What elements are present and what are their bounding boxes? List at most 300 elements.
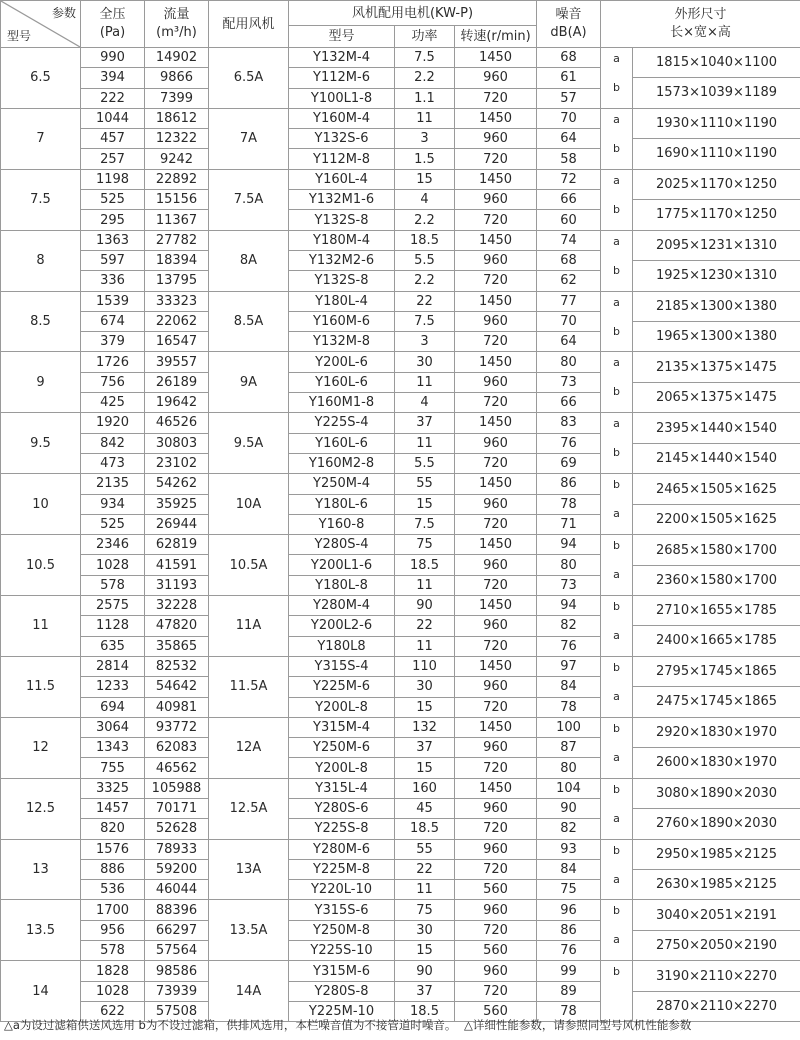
size-tag-cell: [601, 413, 633, 474]
noise-cell: 80: [537, 352, 601, 372]
noise-cell: 68: [537, 250, 601, 270]
power-cell: 4: [395, 393, 455, 413]
size-cell: [633, 596, 800, 657]
size-dim-1: 2920×1830×1970: [633, 718, 800, 748]
noise-cell: 76: [537, 433, 601, 453]
pressure-cell: 1233: [81, 677, 145, 697]
fan-cell: 13.5A: [209, 900, 289, 961]
power-cell: 30: [395, 920, 455, 940]
noise-cell: 58: [537, 149, 601, 169]
speed-cell: 720: [455, 271, 537, 291]
table-row: [1, 474, 800, 494]
power-cell: 11: [395, 433, 455, 453]
speed-cell: 720: [455, 453, 537, 473]
size-tag-a: b: [613, 782, 620, 796]
size-tag-cell: [601, 474, 633, 535]
speed-cell: 1450: [455, 48, 537, 68]
size-dim-1: 3080×1890×2030: [633, 779, 800, 809]
noise-cell: 66: [537, 393, 601, 413]
size-dim-1: 3190×2110×2270: [633, 962, 800, 992]
table-row: [1, 352, 800, 372]
motor-model-cell: Y200L1-6: [289, 555, 395, 575]
fan-cell: 10A: [209, 474, 289, 535]
size-dim-2: 2475×1745×1865: [656, 694, 778, 710]
size-tag-a: b: [613, 904, 620, 918]
speed-cell: 960: [455, 372, 537, 392]
noise-cell: 74: [537, 230, 601, 250]
speed-cell: 960: [455, 311, 537, 331]
power-cell: 90: [395, 961, 455, 981]
header-row-1: [1, 1, 800, 26]
motor-model-cell: Y200L-6: [289, 352, 395, 372]
pressure-cell: 525: [81, 190, 145, 210]
power-cell: 37: [395, 738, 455, 758]
model-cell: 13.5: [1, 900, 81, 961]
size-cell: [633, 778, 800, 839]
size-cell: [633, 474, 800, 535]
table-row: [1, 413, 800, 433]
table-row: [1, 839, 800, 859]
pressure-cell: 990: [81, 48, 145, 68]
flow-cell: 33323: [145, 291, 209, 311]
flow-cell: 70171: [145, 798, 209, 818]
motor-model-cell: Y100L1-8: [289, 88, 395, 108]
flow-cell: 30803: [145, 433, 209, 453]
noise-cell: 76: [537, 941, 601, 961]
power-cell: 7.5: [395, 311, 455, 331]
speed-cell: 960: [455, 961, 537, 981]
size-label: 外形尺寸: [674, 7, 727, 23]
power-cell: 11: [395, 108, 455, 128]
motor-model-cell: Y225M-6: [289, 677, 395, 697]
size-tag-a: b: [613, 721, 620, 735]
motor-model-cell: Y180L-8: [289, 575, 395, 595]
size-cell: [633, 108, 800, 169]
power-cell: 15: [395, 494, 455, 514]
motor-model-cell: Y280S-4: [289, 535, 395, 555]
motor-model-cell: Y160M-6: [289, 311, 395, 331]
table-row: [1, 656, 800, 676]
speed-cell: 560: [455, 880, 537, 900]
size-tag-b: a: [613, 933, 620, 947]
power-cell: 2.2: [395, 68, 455, 88]
motor-model-cell: Y132S-6: [289, 129, 395, 149]
motor-model-cell: Y315S-4: [289, 656, 395, 676]
motor-model-cell: Y180M-4: [289, 230, 395, 250]
power-cell: 55: [395, 474, 455, 494]
size-dim-1: 2465×1505×1625: [633, 475, 800, 505]
table-row: [1, 778, 800, 798]
pressure-cell: 222: [81, 88, 145, 108]
noise-cell: 80: [537, 758, 601, 778]
speed-cell: 720: [455, 819, 537, 839]
size-dim-2: 2870×2110×2270: [656, 998, 778, 1014]
noise-cell: 73: [537, 372, 601, 392]
noise-cell: 72: [537, 169, 601, 189]
flow-cell: 27782: [145, 230, 209, 250]
size-tag-b: [601, 991, 632, 1020]
table-row: [1, 48, 800, 68]
flow-cell: 41591: [145, 555, 209, 575]
pressure-cell: 3325: [81, 778, 145, 798]
pressure-cell: 457: [81, 129, 145, 149]
noise-cell: 80: [537, 555, 601, 575]
size-dim-1: 3040×2051×2191: [633, 901, 800, 931]
motor-model-cell: Y225S-8: [289, 819, 395, 839]
speed-cell: 1450: [455, 169, 537, 189]
model-cell: 11: [1, 596, 81, 657]
noise-cell: 76: [537, 636, 601, 656]
size-tag-b: b: [613, 324, 620, 338]
power-cell: 18.5: [395, 819, 455, 839]
pressure-cell: 1028: [81, 555, 145, 575]
motor-model-cell: Y160M-4: [289, 108, 395, 128]
size-tag-a: a: [613, 417, 620, 431]
speed-cell: 560: [455, 941, 537, 961]
model-cell: 8: [1, 230, 81, 291]
motor-model-cell: Y132M1-6: [289, 190, 395, 210]
speed-cell: 960: [455, 129, 537, 149]
model-cell: 10: [1, 474, 81, 535]
noise-cell: 87: [537, 738, 601, 758]
model-cell: 11.5: [1, 656, 81, 717]
param-label: 参数: [51, 6, 76, 20]
speed-header: 转速(r/min): [455, 26, 537, 48]
speed-cell: 960: [455, 433, 537, 453]
power-cell: 22: [395, 616, 455, 636]
speed-cell: 720: [455, 859, 537, 879]
motor-model-cell: Y250M-4: [289, 474, 395, 494]
pressure-cell: 694: [81, 697, 145, 717]
size-dim-1: 1815×1040×1100: [633, 48, 800, 78]
flow-cell: 16547: [145, 332, 209, 352]
motor-model-cell: Y160L-6: [289, 372, 395, 392]
motor-model-cell: Y160M2-8: [289, 453, 395, 473]
power-cell: 132: [395, 717, 455, 737]
size-cell: [633, 900, 800, 961]
speed-cell: 960: [455, 494, 537, 514]
pressure-cell: 622: [81, 1001, 145, 1021]
size-tag-cell: [601, 778, 633, 839]
motor-model-cell: Y160M1-8: [289, 393, 395, 413]
size-cell: [633, 169, 800, 230]
fan-cell: 11.5A: [209, 656, 289, 717]
flow-cell: 98586: [145, 961, 209, 981]
pressure-cell: 1128: [81, 616, 145, 636]
flow-cell: 66297: [145, 920, 209, 940]
power-cell: 75: [395, 535, 455, 555]
size-tag-a: b: [613, 539, 620, 553]
power-cell: 5.5: [395, 453, 455, 473]
size-dim-1: 1930×1110×1190: [633, 109, 800, 139]
size-cell: [633, 230, 800, 291]
power-cell: 22: [395, 291, 455, 311]
motor-model-cell: Y180L8: [289, 636, 395, 656]
motor-model-cell: Y315S-6: [289, 900, 395, 920]
motor-model-cell: Y225M-10: [289, 1001, 395, 1021]
speed-cell: 1450: [455, 535, 537, 555]
table-row: [1, 717, 800, 737]
speed-cell: 720: [455, 210, 537, 230]
power-cell: 15: [395, 169, 455, 189]
flow-cell: 26189: [145, 372, 209, 392]
size-tag-cell: [601, 169, 633, 230]
fan-cell: 12A: [209, 717, 289, 778]
pressure-cell: 1726: [81, 352, 145, 372]
motor-group-header: 风机配用电机(KW-P): [289, 1, 537, 26]
power-cell: 18.5: [395, 230, 455, 250]
pressure-cell: 2346: [81, 535, 145, 555]
pressure-cell: 1343: [81, 738, 145, 758]
size-tag-cell: [601, 839, 633, 900]
fan-cell: 14A: [209, 961, 289, 1022]
size-cell: [633, 48, 800, 109]
noise-cell: 82: [537, 819, 601, 839]
size-header: [601, 1, 800, 48]
pressure-cell: 1700: [81, 900, 145, 920]
pressure-cell: 756: [81, 372, 145, 392]
model-cell: 8.5: [1, 291, 81, 352]
footnote-left: △a为设过滤箱供送风选用 b为不设过滤箱，供排风选用，本栏噪音值为不接管道时噪音。: [4, 1018, 457, 1032]
flow-cell: 26944: [145, 514, 209, 534]
flow-cell: 82532: [145, 656, 209, 676]
pressure-cell: 755: [81, 758, 145, 778]
model-cell: 14: [1, 961, 81, 1022]
flow-cell: 62083: [145, 738, 209, 758]
pressure-cell: 1457: [81, 798, 145, 818]
pressure-cell: 536: [81, 880, 145, 900]
size-dim-1: 2185×1300×1380: [633, 292, 800, 322]
pressure-cell: 336: [81, 271, 145, 291]
size-tag-b: b: [613, 202, 620, 216]
table-row: [1, 169, 800, 189]
speed-cell: 960: [455, 190, 537, 210]
motor-model-cell: Y132M-4: [289, 48, 395, 68]
model-cell: 7.5: [1, 169, 81, 230]
size-tag-a: b: [613, 478, 620, 492]
motor-model-cell: Y315L-4: [289, 778, 395, 798]
pressure-cell: 1576: [81, 839, 145, 859]
motor-model-cell: Y200L-8: [289, 697, 395, 717]
motor-model-cell: Y225S-4: [289, 413, 395, 433]
motor-model-cell: Y280S-6: [289, 798, 395, 818]
noise-cell: 89: [537, 981, 601, 1001]
pressure-cell: 956: [81, 920, 145, 940]
size-sub-label: 长×宽×高: [670, 25, 731, 40]
power-cell: 7.5: [395, 48, 455, 68]
model-cell: 13: [1, 839, 81, 900]
table-row: [1, 900, 800, 920]
table-row: [1, 535, 800, 555]
speed-cell: 720: [455, 332, 537, 352]
pressure-cell: 2135: [81, 474, 145, 494]
size-tag-b: a: [613, 568, 620, 582]
size-cell: [633, 839, 800, 900]
noise-cell: 70: [537, 108, 601, 128]
flow-label: 流量: [163, 7, 190, 23]
noise-cell: 66: [537, 190, 601, 210]
size-tag-cell: [601, 900, 633, 961]
fan-cell: 10.5A: [209, 535, 289, 596]
speed-cell: 960: [455, 900, 537, 920]
flow-cell: 31193: [145, 575, 209, 595]
flow-cell: 9242: [145, 149, 209, 169]
noise-cell: 82: [537, 616, 601, 636]
pressure-cell: 295: [81, 210, 145, 230]
speed-cell: 960: [455, 738, 537, 758]
pressure-cell: 2575: [81, 596, 145, 616]
size-cell: [633, 291, 800, 352]
size-dim-2: 2630×1985×2125: [656, 877, 778, 893]
pressure-cell: 2814: [81, 656, 145, 676]
size-dim-1: 2710×1655×1785: [633, 596, 800, 626]
size-tag-a: b: [613, 599, 620, 613]
model-cell: 12: [1, 717, 81, 778]
size-tag-cell: [601, 596, 633, 657]
noise-label: 噪音: [555, 7, 582, 23]
size-tag-a: b: [613, 843, 620, 857]
noise-cell: 78: [537, 697, 601, 717]
size-tag-a: a: [613, 356, 620, 370]
power-cell: 2.2: [395, 271, 455, 291]
speed-cell: 1450: [455, 291, 537, 311]
flow-cell: 73939: [145, 981, 209, 1001]
power-cell: 110: [395, 656, 455, 676]
motor-model-header: 型号: [289, 26, 395, 48]
power-cell: 37: [395, 413, 455, 433]
pressure-cell: 578: [81, 575, 145, 595]
power-cell: 11: [395, 636, 455, 656]
pressure-cell: 886: [81, 859, 145, 879]
size-cell: [633, 656, 800, 717]
fan-cell: 7A: [209, 108, 289, 169]
flow-cell: 57564: [145, 941, 209, 961]
motor-model-cell: Y315M-6: [289, 961, 395, 981]
power-cell: 11: [395, 372, 455, 392]
size-tag-b: b: [613, 446, 620, 460]
fan-cell: 13A: [209, 839, 289, 900]
noise-cell: 99: [537, 961, 601, 981]
size-cell: [633, 961, 800, 1022]
pressure-label: 全压: [99, 7, 126, 23]
noise-cell: 86: [537, 920, 601, 940]
speed-cell: 960: [455, 677, 537, 697]
size-tag-cell: [601, 230, 633, 291]
pressure-cell: 394: [81, 68, 145, 88]
size-dim-1: 2395×1440×1540: [633, 414, 800, 444]
pressure-cell: 1539: [81, 291, 145, 311]
model-cell: 7: [1, 108, 81, 169]
size-tag-b: a: [613, 628, 620, 642]
flow-cell: 57508: [145, 1001, 209, 1021]
pressure-cell: 1028: [81, 981, 145, 1001]
flow-unit: (m³/h): [156, 25, 197, 40]
motor-model-cell: Y160L-4: [289, 169, 395, 189]
pressure-cell: 1044: [81, 108, 145, 128]
pressure-cell: 425: [81, 393, 145, 413]
flow-cell: 40981: [145, 697, 209, 717]
size-tag-b: a: [613, 507, 620, 521]
speed-cell: 960: [455, 616, 537, 636]
size-dim-1: 2025×1170×1250: [633, 170, 800, 200]
size-dim-2: 1690×1110×1190: [656, 146, 778, 162]
fan-cell: 8A: [209, 230, 289, 291]
speed-cell: 720: [455, 514, 537, 534]
motor-model-cell: Y280S-8: [289, 981, 395, 1001]
model-cell: 10.5: [1, 535, 81, 596]
size-dim-1: 2950×1985×2125: [633, 840, 800, 870]
noise-cell: 100: [537, 717, 601, 737]
pressure-cell: 1828: [81, 961, 145, 981]
speed-cell: 720: [455, 393, 537, 413]
size-dim-1: 2795×1745×1865: [633, 657, 800, 687]
motor-model-cell: Y180L-4: [289, 291, 395, 311]
power-cell: 5.5: [395, 250, 455, 270]
speed-cell: 1450: [455, 413, 537, 433]
size-dim-2: 1925×1230×1310: [656, 268, 778, 284]
flow-cell: 12322: [145, 129, 209, 149]
table-row: [1, 108, 800, 128]
size-cell: [633, 717, 800, 778]
noise-cell: 60: [537, 210, 601, 230]
model-cell: 9.5: [1, 413, 81, 474]
speed-cell: 960: [455, 68, 537, 88]
noise-cell: 62: [537, 271, 601, 291]
flow-cell: 46562: [145, 758, 209, 778]
power-cell: 37: [395, 981, 455, 1001]
pressure-cell: 525: [81, 514, 145, 534]
flow-cell: 23102: [145, 453, 209, 473]
param-model-header: [1, 1, 81, 48]
motor-model-cell: Y220L-10: [289, 880, 395, 900]
size-dim-2: 2145×1440×1540: [656, 450, 778, 466]
size-dim-2: 1775×1170×1250: [656, 207, 778, 223]
noise-cell: 70: [537, 311, 601, 331]
pressure-cell: 257: [81, 149, 145, 169]
speed-cell: 960: [455, 839, 537, 859]
power-cell: 1.5: [395, 149, 455, 169]
fan-cell: 9A: [209, 352, 289, 413]
power-cell: 18.5: [395, 555, 455, 575]
size-dim-2: 2065×1375×1475: [656, 389, 778, 405]
pressure-cell: 934: [81, 494, 145, 514]
flow-cell: 54262: [145, 474, 209, 494]
speed-cell: 1450: [455, 352, 537, 372]
flow-cell: 35865: [145, 636, 209, 656]
power-cell: 22: [395, 859, 455, 879]
noise-cell: 71: [537, 514, 601, 534]
flow-cell: 62819: [145, 535, 209, 555]
size-cell: [633, 535, 800, 596]
flow-cell: 19642: [145, 393, 209, 413]
flow-cell: 46526: [145, 413, 209, 433]
noise-cell: 104: [537, 778, 601, 798]
pressure-cell: 578: [81, 941, 145, 961]
flow-cell: 59200: [145, 859, 209, 879]
speed-cell: 960: [455, 555, 537, 575]
motor-model-cell: Y250M-8: [289, 920, 395, 940]
power-cell: 3: [395, 332, 455, 352]
flow-header: [145, 1, 209, 48]
power-cell: 15: [395, 758, 455, 778]
pressure-cell: 1198: [81, 169, 145, 189]
size-dim-2: 2600×1830×1970: [656, 755, 778, 771]
speed-cell: 560: [455, 1001, 537, 1021]
fan-cell: 9.5A: [209, 413, 289, 474]
speed-cell: 720: [455, 920, 537, 940]
flow-cell: 22892: [145, 169, 209, 189]
power-cell: 55: [395, 839, 455, 859]
